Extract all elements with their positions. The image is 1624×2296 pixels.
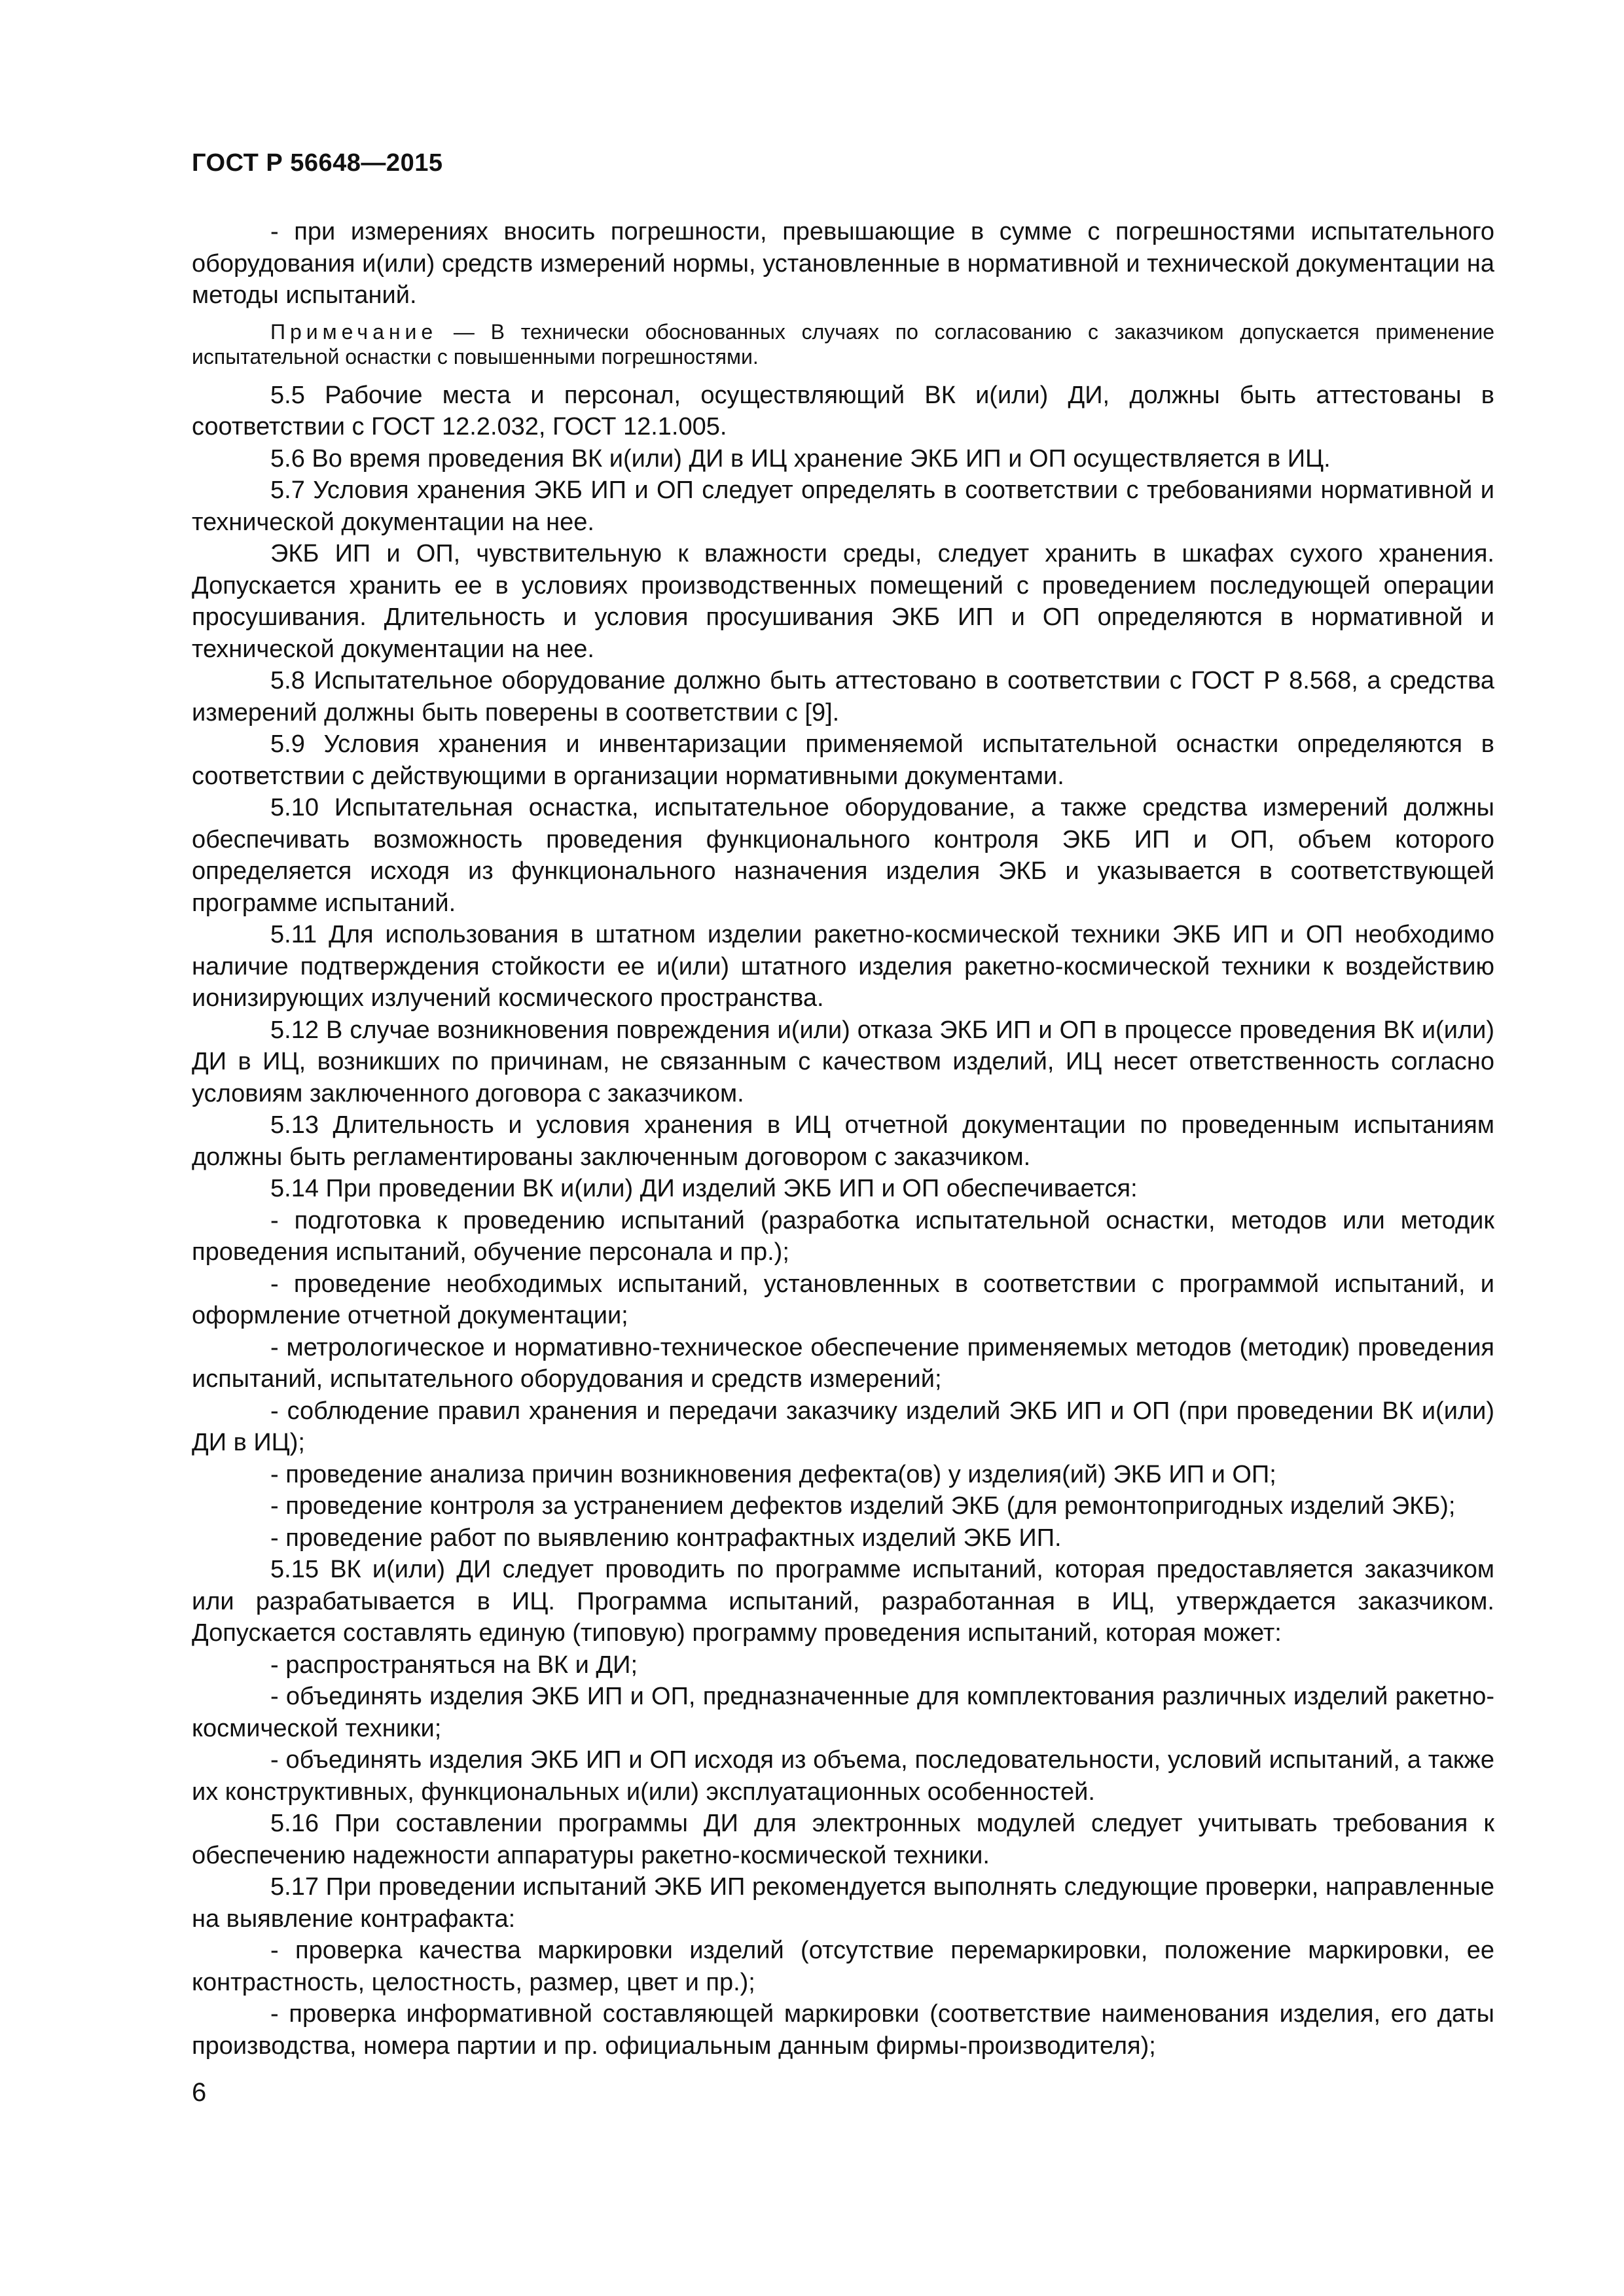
body-paragraph: 5.14 При проведении ВК и(или) ДИ изделий ЭКБ ИП и ОП обеспечивается: (270, 1175, 1138, 1202)
note-text: — В технически обоснованных случаях по согласованию с заказчиком допускается применение испытательной оснастки с повышенными погрешностями. (192, 319, 1494, 368)
body-paragraph: - проведение анализа причин возникновения дефекта(ов) у изделия(ий) ЭКБ ИП и ОП; (270, 1460, 1276, 1488)
body-paragraph: 5.5 Рабочие места и персонал, осуществляющий ВК и(или) ДИ, должны быть аттестованы в соответствии с ГОСТ 12.2.032, ГОСТ 12.1.005. (192, 381, 1494, 440)
body-paragraph: 5.15 ВК и(или) ДИ следует проводить по программе испытаний, которая предоставляется заказчиком или разрабатывается в ИЦ. Программа испытаний, разработанная в ИЦ, утверждается заказчиком. Допускается составлять единую (типовую) программу проведения испытаний, которая может: (192, 1556, 1494, 1647)
body-paragraph: - объединять изделия ЭКБ ИП и ОП, предназначенные для комплектования различных изделий ракетно-космической техники; (192, 1683, 1494, 1742)
body-paragraph: 5.11 Для использования в штатном изделии ракетно-космической техники ЭКБ ИП и ОП необходимо наличие подтверждения стойкости ее и(или) штатного изделия ракетно-космической техники к воздействию ионизирующих излучений космического пространства. (192, 921, 1494, 1012)
body-paragraph: 5.6 Во время проведения ВК и(или) ДИ в ИЦ хранение ЭКБ ИП и ОП осуществляется в ИЦ. (270, 444, 1331, 473)
body-paragraph: 5.8 Испытательное оборудование должно быть аттестовано в соответствии с ГОСТ Р 8.568, а средства измерений должны быть поверены в соответствии с [9]. (192, 667, 1494, 726)
body-paragraph: - метрологическое и нормативно-техническое обеспечение применяемых методов (методик) проведения испытаний, испытательного оборудования и средств измерений; (192, 1333, 1494, 1393)
body-paragraph: - проведение необходимых испытаний, установленных в соответствии с программой испытаний, и оформление отчетной документации; (192, 1270, 1494, 1329)
body-paragraph: - при измерениях вносить погрешности, превышающие в сумме с погрешностями испытательного оборудования и(или) средств измерений нормы, установленные в нормативной и технической документации на методы испытаний. (192, 218, 1494, 309)
note-paragraph (192, 319, 1494, 369)
note-label: Примечание (270, 319, 438, 344)
body-paragraph: 5.17 При проведении испытаний ЭКБ ИП рекомендуется выполнять следующие проверки, направленные на выявление контрафакта: (192, 1873, 1494, 1933)
body-paragraph: 5.9 Условия хранения и инвентаризации применяемой испытательной оснастки определяются в соответствии с действующими в организации нормативными документами. (192, 730, 1494, 790)
page-number: 6 (192, 2078, 207, 2107)
body-paragraph: - объединять изделия ЭКБ ИП и ОП исходя из объема, последовательности, условий испытаний, а также их конструктивных, функциональных и(или) эксплуатационных особенностей. (192, 1746, 1494, 1806)
document-header: ГОСТ Р 56648—2015 (192, 149, 443, 177)
body-paragraph: - проверка информативной составляющей маркировки (соответствие наименования изделия, его даты производства, номера партии и пр. официальным данным фирмы-производителя); (192, 2000, 1494, 2060)
body-paragraph: - подготовка к проведению испытаний (разработка испытательной оснастки, методов или методик проведения испытаний, обучение персонала и пр.); (192, 1206, 1494, 1266)
document-body (192, 216, 1494, 2062)
body-paragraph: 5.13 Длительность и условия хранения в ИЦ отчетной документации по проведенным испытаниям должны быть регламентированы заключенным договором с заказчиком. (192, 1111, 1494, 1171)
body-paragraph: 5.12 В случае возникновения повреждения и(или) отказа ЭКБ ИП и ОП в процессе проведения ВК и(или) ДИ в ИЦ, возникших по причинам, не связанным с качеством изделий, ИЦ несет ответственность согласно условиям заключенного договора с заказчиком. (192, 1016, 1494, 1107)
body-paragraph: - проведение контроля за устранением дефектов изделий ЭКБ (для ремонтопригодных изделий ЭКБ); (270, 1492, 1456, 1520)
body-paragraph: 5.16 При составлении программы ДИ для электронных модулей следует учитывать требования к обеспечению надежности аппаратуры ракетно-космической техники. (192, 1810, 1494, 1869)
body-paragraph: 5.7 Условия хранения ЭКБ ИП и ОП следует определять в соответствии с требованиями нормативной и технической документации на нее. (192, 476, 1494, 536)
body-paragraph: - распространяться на ВК и ДИ; (270, 1651, 638, 1679)
body-paragraph: - проверка качества маркировки изделий (отсутствие перемаркировки, положение маркировки, ее контрастность, целостность, размер, цвет и пр.); (192, 1937, 1494, 1996)
body-paragraph: 5.10 Испытательная оснастка, испытательное оборудование, а также средства измерений должны обеспечивать возможность проведения функционального контроля ЭКБ ИП и ОП, объем которого определяется исходя из функционального назначения изделия ЭКБ и указывается в соответствующей программе испытаний. (192, 794, 1494, 917)
body-paragraph: - соблюдение правил хранения и передачи заказчику изделий ЭКБ ИП и ОП (при проведении ВК и(или) ДИ в ИЦ); (192, 1397, 1494, 1456)
body-paragraph: ЭКБ ИП и ОП, чувствительную к влажности среды, следует хранить в шкафах сухого хранения. Допускается хранить ее в условиях производственных помещений с проведением последующей операции просушивания. Длительность и условия просушивания ЭКБ ИП и ОП определяются в нормативной и технической документации на нее. (192, 540, 1494, 663)
body-paragraph: - проведение работ по выявлению контрафактных изделий ЭКБ ИП. (270, 1524, 1062, 1552)
